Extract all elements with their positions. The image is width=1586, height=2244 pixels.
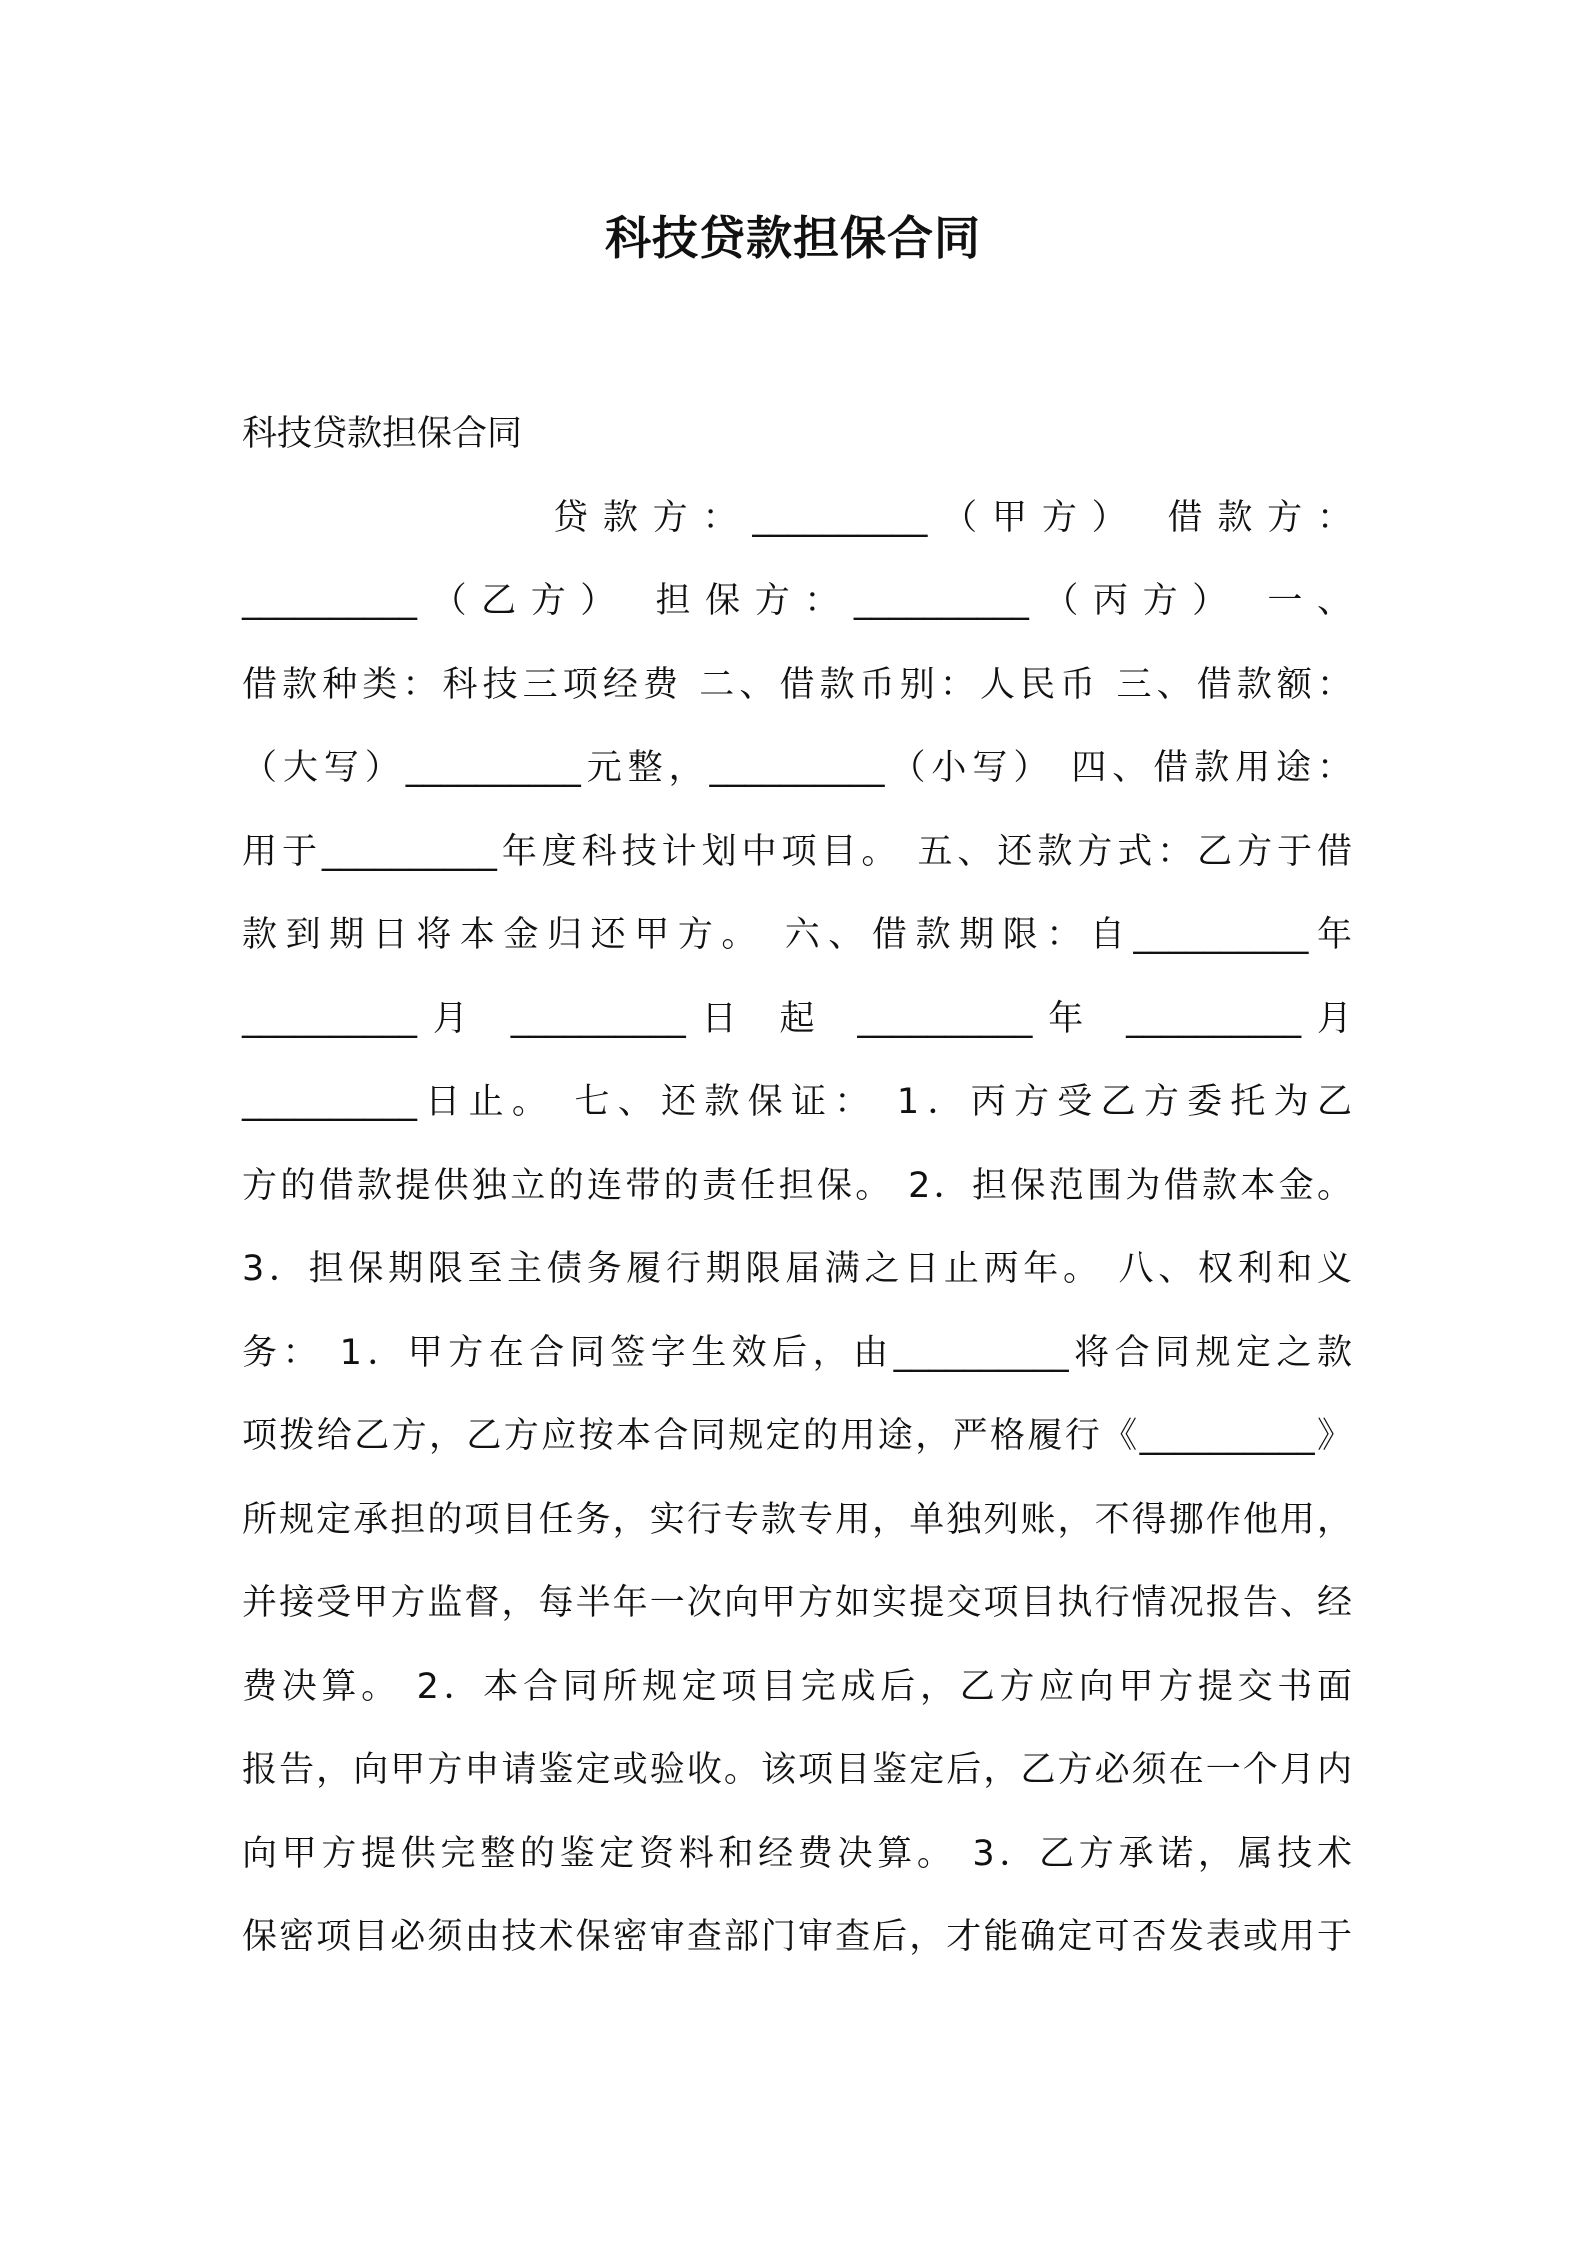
text-line: 报告，向甲方申请鉴定或验收。该项目鉴定后，乙方必须在一个月内 xyxy=(242,1750,1352,1790)
text-line: 保密项目必须由技术保密审查部门审查后，才能确定可否发表或用于 xyxy=(242,1917,1352,1957)
text-line: 并接受甲方监督，每半年一次向甲方如实提交项目执行情况报告、经 xyxy=(242,1583,1352,1623)
text-line: __________月 __________日 起 __________年 __________月 xyxy=(242,998,1352,1039)
text-line: 费决算。 2．本合同所规定项目完成后，乙方应向甲方提交书面 xyxy=(242,1666,1352,1707)
text-line: 方的借款提供独立的连带的责任担保。 2．担保范围为借款本金。 xyxy=(242,1165,1352,1206)
text-line: 务： 1．甲方在合同签字生效后，由__________将合同规定之款 xyxy=(242,1332,1352,1373)
document-body xyxy=(242,404,1352,1991)
text-line: 款到期日将本金归还甲方。 六、借款期限：自__________年 xyxy=(242,915,1352,955)
text-line: （大写）__________元整，__________（小写） 四、借款用途： xyxy=(242,748,1352,788)
text-line: __________日止。 七、还款保证： 1．丙方受乙方委托为乙 xyxy=(242,1082,1352,1122)
text-line: 项拨给乙方，乙方应按本合同规定的用途，严格履行《__________》 xyxy=(242,1416,1352,1456)
text-line: 所规定承担的项目任务，实行专款专用，单独列账，不得挪作他用， xyxy=(242,1499,1352,1540)
document-title: 科技贷款担保合同 xyxy=(605,211,981,265)
subtitle-line: 科技贷款担保合同 xyxy=(242,414,523,454)
text-line: 向甲方提供完整的鉴定资料和经费决算。 3．乙方承诺，属技术 xyxy=(242,1833,1352,1874)
text-line: 借款种类：科技三项经费 二、借款币别：人民币 三、借款额： xyxy=(242,664,1352,705)
text-line: 贷款方：__________（甲方） 借款方： xyxy=(553,497,1352,538)
text-line: 3．担保期限至主债务履行期限届满之日止两年。 八、权利和义 xyxy=(242,1249,1352,1289)
text-line: __________（乙方） 担保方：__________（丙方） 一、 xyxy=(242,581,1352,621)
text-line: 用于__________年度科技计划中项目。 五、还款方式：乙方于借 xyxy=(242,831,1352,872)
